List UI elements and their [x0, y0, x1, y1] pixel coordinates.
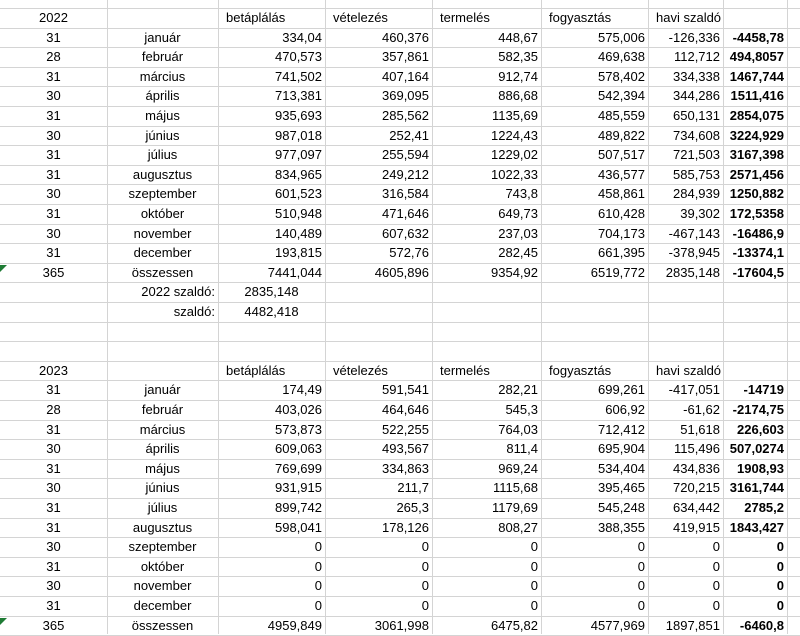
- cell-termeles[interactable]: 0: [530, 578, 538, 594]
- cell-cumulative[interactable]: 1250,882: [729, 186, 784, 202]
- cell-month[interactable]: október: [140, 558, 185, 574]
- cell-month[interactable]: július: [147, 500, 178, 515]
- column-header-fogyasztas[interactable]: fogyasztás: [549, 362, 612, 378]
- cell-havi-szaldo[interactable]: 734,608: [673, 127, 720, 143]
- cell-betaplalas[interactable]: 899,742: [275, 500, 322, 515]
- cell-termeles[interactable]: 649,73: [498, 206, 538, 221]
- cell-month[interactable]: június: [145, 127, 180, 143]
- cell-days[interactable]: 365: [42, 264, 65, 280]
- column-header-havi-szaldo[interactable]: havi szaldó: [656, 362, 722, 378]
- cell-havi-szaldo[interactable]: 634,442: [673, 500, 720, 515]
- cell-fogyasztas[interactable]: 542,394: [598, 88, 645, 104]
- cell-cumulative[interactable]: -4458,78: [732, 29, 784, 45]
- cell-cumulative[interactable]: 1467,744: [729, 68, 784, 84]
- cell-fogyasztas[interactable]: 388,355: [598, 519, 645, 535]
- cell-termeles[interactable]: 1224,43: [491, 127, 538, 143]
- cell-havi-szaldo[interactable]: 0: [712, 598, 720, 613]
- cell-termeles[interactable]: 912,74: [498, 68, 538, 84]
- cell-days[interactable]: 31: [46, 147, 61, 163]
- cell-vetelezes[interactable]: 0: [421, 598, 429, 613]
- cell-month[interactable]: október: [140, 206, 185, 221]
- cell-days[interactable]: 30: [46, 441, 61, 457]
- cell-termeles[interactable]: 0: [530, 598, 538, 613]
- cell-fogyasztas[interactable]: 610,428: [598, 206, 645, 221]
- cell-days[interactable]: 365: [42, 617, 65, 633]
- cell-error-indicator-icon: [0, 618, 7, 625]
- cell-havi-szaldo[interactable]: 721,503: [673, 147, 720, 163]
- cell-month[interactable]: március: [139, 421, 186, 437]
- cell-days[interactable]: 31: [46, 558, 61, 574]
- szaldo-label[interactable]: szaldó:: [173, 304, 215, 319]
- cell-havi-szaldo[interactable]: 2835,148: [665, 264, 720, 280]
- cell-cumulative[interactable]: 2854,075: [729, 108, 784, 123]
- cell-havi-szaldo[interactable]: 434,836: [673, 460, 720, 476]
- cell-month[interactable]: augusztus: [132, 166, 193, 182]
- cell-days[interactable]: 31: [46, 460, 61, 476]
- year-cell[interactable]: 2023: [39, 362, 68, 378]
- cell-month[interactable]: augusztus: [132, 519, 193, 535]
- cell-cumulative[interactable]: 0: [776, 598, 784, 613]
- cell-cumulative[interactable]: -13374,1: [732, 245, 784, 261]
- cell-betaplalas[interactable]: 935,693: [275, 108, 322, 123]
- cell-cumulative[interactable]: -6460,8: [739, 617, 784, 633]
- cell-havi-szaldo[interactable]: 115,496: [673, 441, 720, 457]
- cell-month[interactable]: december: [133, 598, 192, 613]
- szaldo-2022-label[interactable]: 2022 szaldó:: [141, 284, 215, 300]
- cell-termeles[interactable]: 1229,02: [491, 147, 538, 163]
- cell-cumulative[interactable]: 1908,93: [737, 460, 784, 476]
- cell-fogyasztas[interactable]: 4577,969: [590, 617, 645, 633]
- cell-days[interactable]: 31: [46, 29, 61, 45]
- cell-fogyasztas[interactable]: 606,92: [605, 402, 645, 417]
- cell-betaplalas[interactable]: 598,041: [275, 519, 322, 535]
- cell-betaplalas[interactable]: 834,965: [275, 166, 322, 182]
- cell-betaplalas[interactable]: 769,699: [275, 460, 322, 476]
- cell-betaplalas[interactable]: 0: [314, 598, 322, 613]
- cell-cumulative[interactable]: 3167,398: [729, 147, 784, 163]
- cell-error-indicator-icon: [0, 265, 7, 272]
- cell-fogyasztas[interactable]: 507,517: [598, 147, 645, 163]
- cell-betaplalas[interactable]: 0: [314, 539, 322, 555]
- cell-month[interactable]: február: [141, 402, 184, 417]
- cell-fogyasztas[interactable]: 489,822: [598, 127, 645, 143]
- cell-vetelezes[interactable]: 255,594: [382, 147, 429, 163]
- cell-vetelezes[interactable]: 3061,998: [374, 617, 429, 633]
- cell-cumulative[interactable]: -16486,9: [732, 225, 784, 241]
- cell-vetelezes[interactable]: 178,126: [382, 519, 429, 535]
- cell-days[interactable]: 31: [46, 421, 61, 437]
- cell-month[interactable]: január: [144, 382, 181, 398]
- cell-month[interactable]: szeptember: [128, 539, 197, 555]
- cell-fogyasztas[interactable]: 6519,772: [590, 264, 645, 280]
- cell-havi-szaldo[interactable]: 39,302: [680, 206, 720, 221]
- cell-days[interactable]: 31: [46, 382, 61, 398]
- cell-fogyasztas[interactable]: 0: [637, 598, 645, 613]
- cell-vetelezes[interactable]: 407,164: [382, 68, 429, 84]
- cell-vetelezes[interactable]: 252,41: [389, 127, 429, 143]
- cell-betaplalas[interactable]: 4959,849: [267, 617, 322, 633]
- cell-termeles[interactable]: 808,27: [498, 519, 538, 535]
- cell-days[interactable]: 31: [46, 108, 61, 123]
- cell-vetelezes[interactable]: 369,095: [382, 88, 429, 104]
- cell-days[interactable]: 30: [46, 186, 61, 202]
- cell-month[interactable]: szeptember: [128, 186, 197, 202]
- cell-vetelezes[interactable]: 0: [421, 578, 429, 594]
- cell-termeles[interactable]: 811,4: [506, 441, 538, 457]
- cell-month[interactable]: július: [147, 147, 178, 163]
- cell-havi-szaldo[interactable]: 0: [712, 558, 720, 574]
- column-header-havi-szaldo[interactable]: havi szaldó: [656, 10, 722, 25]
- cell-cumulative[interactable]: 172,5358: [729, 206, 784, 221]
- cell-betaplalas[interactable]: 470,573: [275, 49, 322, 65]
- cell-betaplalas[interactable]: 403,026: [275, 402, 322, 417]
- cell-cumulative[interactable]: 2571,456: [729, 166, 784, 182]
- cell-fogyasztas[interactable]: 545,248: [598, 500, 645, 515]
- cell-vetelezes[interactable]: 460,376: [382, 29, 429, 45]
- cell-days[interactable]: 30: [46, 539, 61, 555]
- cell-termeles[interactable]: 448,67: [498, 29, 538, 45]
- cell-month[interactable]: február: [141, 49, 184, 65]
- cell-havi-szaldo[interactable]: 1897,851: [665, 617, 720, 633]
- cell-fogyasztas[interactable]: 661,395: [598, 245, 645, 261]
- cell-cumulative[interactable]: 494,8057: [729, 49, 784, 65]
- cell-havi-szaldo[interactable]: 720,215: [673, 480, 720, 496]
- cell-vetelezes[interactable]: 265,3: [396, 500, 429, 515]
- cell-betaplalas[interactable]: 713,381: [275, 88, 322, 104]
- cell-termeles[interactable]: 1135,69: [491, 108, 538, 123]
- cell-vetelezes[interactable]: 591,541: [382, 382, 429, 398]
- cell-vetelezes[interactable]: 0: [421, 539, 429, 555]
- cell-fogyasztas[interactable]: 469,638: [598, 49, 645, 65]
- column-gridline: [787, 0, 788, 634]
- cell-termeles[interactable]: 237,03: [498, 225, 538, 241]
- cell-havi-szaldo[interactable]: 0: [712, 578, 720, 594]
- cell-vetelezes[interactable]: 4605,896: [374, 264, 429, 280]
- cell-fogyasztas[interactable]: 0: [637, 558, 645, 574]
- cell-days[interactable]: 31: [46, 206, 61, 221]
- cell-fogyasztas[interactable]: 578,402: [598, 68, 645, 84]
- column-header-betaplalas[interactable]: betáplálás: [226, 10, 286, 25]
- cell-fogyasztas[interactable]: 695,904: [598, 441, 645, 457]
- cell-month[interactable]: június: [145, 480, 180, 496]
- cell-cumulative[interactable]: 0: [776, 578, 784, 594]
- cell-fogyasztas[interactable]: 534,404: [598, 460, 645, 476]
- cell-cumulative[interactable]: 507,0274: [729, 441, 784, 457]
- cell-days[interactable]: 30: [46, 127, 61, 143]
- cell-fogyasztas[interactable]: 485,559: [598, 108, 645, 123]
- row-gridline: [0, 322, 800, 323]
- cell-termeles[interactable]: 743,8: [505, 186, 538, 202]
- cell-month[interactable]: november: [133, 578, 192, 594]
- cell-fogyasztas[interactable]: 395,465: [598, 480, 645, 496]
- cell-days[interactable]: 31: [46, 500, 61, 515]
- cell-cumulative[interactable]: 3161,744: [729, 480, 784, 496]
- cell-days[interactable]: 31: [46, 598, 61, 613]
- cell-vetelezes[interactable]: 0: [421, 558, 429, 574]
- cell-days[interactable]: 30: [46, 578, 61, 594]
- cell-havi-szaldo[interactable]: 334,338: [673, 68, 720, 84]
- cell-termeles[interactable]: 764,03: [498, 421, 538, 437]
- cell-month[interactable]: április: [145, 441, 180, 457]
- row-gridline: [0, 341, 800, 342]
- cell-betaplalas[interactable]: 334,04: [282, 29, 322, 45]
- cell-fogyasztas[interactable]: 712,412: [598, 421, 645, 437]
- column-header-fogyasztas[interactable]: fogyasztás: [549, 10, 612, 25]
- cell-days[interactable]: 31: [46, 166, 61, 182]
- cell-betaplalas[interactable]: 987,018: [275, 127, 322, 143]
- cell-termeles[interactable]: 969,24: [498, 460, 538, 476]
- cell-betaplalas[interactable]: 7441,044: [267, 264, 322, 280]
- cell-betaplalas[interactable]: 140,489: [275, 225, 322, 241]
- cell-havi-szaldo[interactable]: -126,336: [668, 29, 720, 45]
- cell-vetelezes[interactable]: 334,863: [382, 460, 429, 476]
- cell-havi-szaldo[interactable]: 585,753: [673, 166, 720, 182]
- cell-vetelezes[interactable]: 493,567: [382, 441, 429, 457]
- cell-fogyasztas[interactable]: 0: [637, 539, 645, 555]
- cell-vetelezes[interactable]: 464,646: [382, 402, 429, 417]
- cell-days[interactable]: 28: [46, 49, 61, 65]
- cell-betaplalas[interactable]: 0: [314, 558, 322, 574]
- cell-betaplalas[interactable]: 741,502: [275, 68, 322, 84]
- cell-termeles[interactable]: 1115,68: [492, 480, 538, 496]
- cell-month[interactable]: március: [139, 68, 186, 84]
- cell-cumulative[interactable]: 3224,929: [729, 127, 784, 143]
- column-header-termeles[interactable]: termelés: [440, 10, 490, 25]
- cell-termeles[interactable]: 886,68: [498, 88, 538, 104]
- cell-termeles[interactable]: 9354,92: [491, 264, 538, 280]
- cell-cumulative[interactable]: -17604,5: [732, 264, 784, 280]
- cell-cumulative[interactable]: 2785,2: [744, 500, 784, 515]
- cell-fogyasztas[interactable]: 436,577: [598, 166, 645, 182]
- cell-havi-szaldo[interactable]: -467,143: [668, 225, 720, 241]
- cell-havi-szaldo[interactable]: 284,939: [673, 186, 720, 202]
- cell-days[interactable]: 30: [46, 225, 61, 241]
- cell-cumulative[interactable]: -14719: [743, 382, 784, 398]
- column-header-betaplalas[interactable]: betáplálás: [226, 362, 286, 378]
- cell-days[interactable]: 30: [46, 88, 61, 104]
- column-header-vetelezes[interactable]: vételezés: [333, 362, 388, 378]
- cell-havi-szaldo[interactable]: 51,618: [680, 421, 720, 437]
- cell-betaplalas[interactable]: 0: [314, 578, 322, 594]
- cell-betaplalas[interactable]: 931,915: [275, 480, 322, 496]
- cell-vetelezes[interactable]: 211,7: [397, 480, 429, 496]
- cell-betaplalas[interactable]: 573,873: [275, 421, 322, 437]
- cell-betaplalas[interactable]: 977,097: [275, 147, 322, 163]
- cell-betaplalas[interactable]: 193,815: [275, 245, 322, 261]
- cell-termeles[interactable]: 545,3: [505, 402, 538, 417]
- cell-month[interactable]: december: [133, 245, 192, 261]
- cell-cumulative[interactable]: 1511,416: [730, 88, 784, 104]
- szaldo-2022-value[interactable]: 2835,148: [244, 284, 299, 300]
- cell-havi-szaldo[interactable]: 0: [712, 539, 720, 555]
- year-cell[interactable]: 2022: [39, 10, 68, 25]
- cell-vetelezes[interactable]: 357,861: [382, 49, 429, 65]
- cell-termeles[interactable]: 282,21: [498, 382, 538, 398]
- cell-cumulative[interactable]: -2174,75: [732, 402, 784, 417]
- cell-cumulative[interactable]: 1843,427: [729, 519, 784, 535]
- cell-havi-szaldo[interactable]: -61,62: [683, 402, 720, 417]
- cell-betaplalas[interactable]: 174,49: [282, 382, 322, 398]
- cell-month[interactable]: április: [145, 88, 180, 104]
- cell-vetelezes[interactable]: 607,632: [382, 225, 429, 241]
- cell-betaplalas[interactable]: 609,063: [275, 441, 322, 457]
- cell-havi-szaldo[interactable]: 419,915: [673, 519, 720, 535]
- cell-vetelezes[interactable]: 471,646: [382, 206, 429, 221]
- cell-days[interactable]: 31: [46, 68, 61, 84]
- cell-days[interactable]: 31: [46, 519, 61, 535]
- cell-fogyasztas[interactable]: 0: [637, 578, 645, 594]
- cell-vetelezes[interactable]: 316,584: [382, 186, 429, 202]
- cell-month[interactable]: összessen: [131, 617, 194, 633]
- cell-havi-szaldo[interactable]: -378,945: [668, 245, 720, 261]
- cell-fogyasztas[interactable]: 458,861: [598, 186, 645, 202]
- cell-havi-szaldo[interactable]: 112,712: [673, 49, 720, 65]
- cell-fogyasztas[interactable]: 704,173: [598, 225, 645, 241]
- cell-month[interactable]: összessen: [131, 264, 194, 280]
- cell-termeles[interactable]: 0: [530, 539, 538, 555]
- cell-month[interactable]: november: [133, 225, 192, 241]
- szaldo-value[interactable]: 4482,418: [244, 304, 299, 319]
- cell-termeles[interactable]: 0: [530, 558, 538, 574]
- cell-days[interactable]: 30: [46, 480, 61, 496]
- cell-vetelezes[interactable]: 572,76: [389, 245, 429, 261]
- cell-month[interactable]: január: [144, 29, 181, 45]
- cell-betaplalas[interactable]: 601,523: [275, 186, 322, 202]
- cell-fogyasztas[interactable]: 699,261: [598, 382, 645, 398]
- cell-cumulative[interactable]: 0: [776, 558, 784, 574]
- cell-vetelezes[interactable]: 249,212: [382, 166, 429, 182]
- cell-termeles[interactable]: 282,45: [498, 245, 538, 261]
- cell-month[interactable]: május: [145, 460, 180, 476]
- cell-days[interactable]: 28: [46, 402, 61, 417]
- cell-fogyasztas[interactable]: 575,006: [598, 29, 645, 45]
- cell-havi-szaldo[interactable]: 650,131: [673, 108, 720, 123]
- cell-termeles[interactable]: 1179,69: [491, 500, 538, 515]
- cell-termeles[interactable]: 6475,82: [491, 617, 538, 633]
- cell-vetelezes[interactable]: 522,255: [382, 421, 429, 437]
- cell-termeles[interactable]: 582,35: [498, 49, 538, 65]
- cell-cumulative[interactable]: 0: [776, 539, 784, 555]
- cell-havi-szaldo[interactable]: -417,051: [668, 382, 720, 398]
- cell-vetelezes[interactable]: 285,562: [382, 108, 429, 123]
- cell-termeles[interactable]: 1022,33: [491, 166, 538, 182]
- cell-days[interactable]: 31: [46, 245, 61, 261]
- column-header-termeles[interactable]: termelés: [440, 362, 490, 378]
- column-header-vetelezes[interactable]: vételezés: [333, 10, 388, 25]
- cell-cumulative[interactable]: 226,603: [737, 421, 784, 437]
- cell-betaplalas[interactable]: 510,948: [275, 206, 322, 221]
- cell-month[interactable]: május: [145, 108, 180, 123]
- cell-havi-szaldo[interactable]: 344,286: [673, 88, 720, 104]
